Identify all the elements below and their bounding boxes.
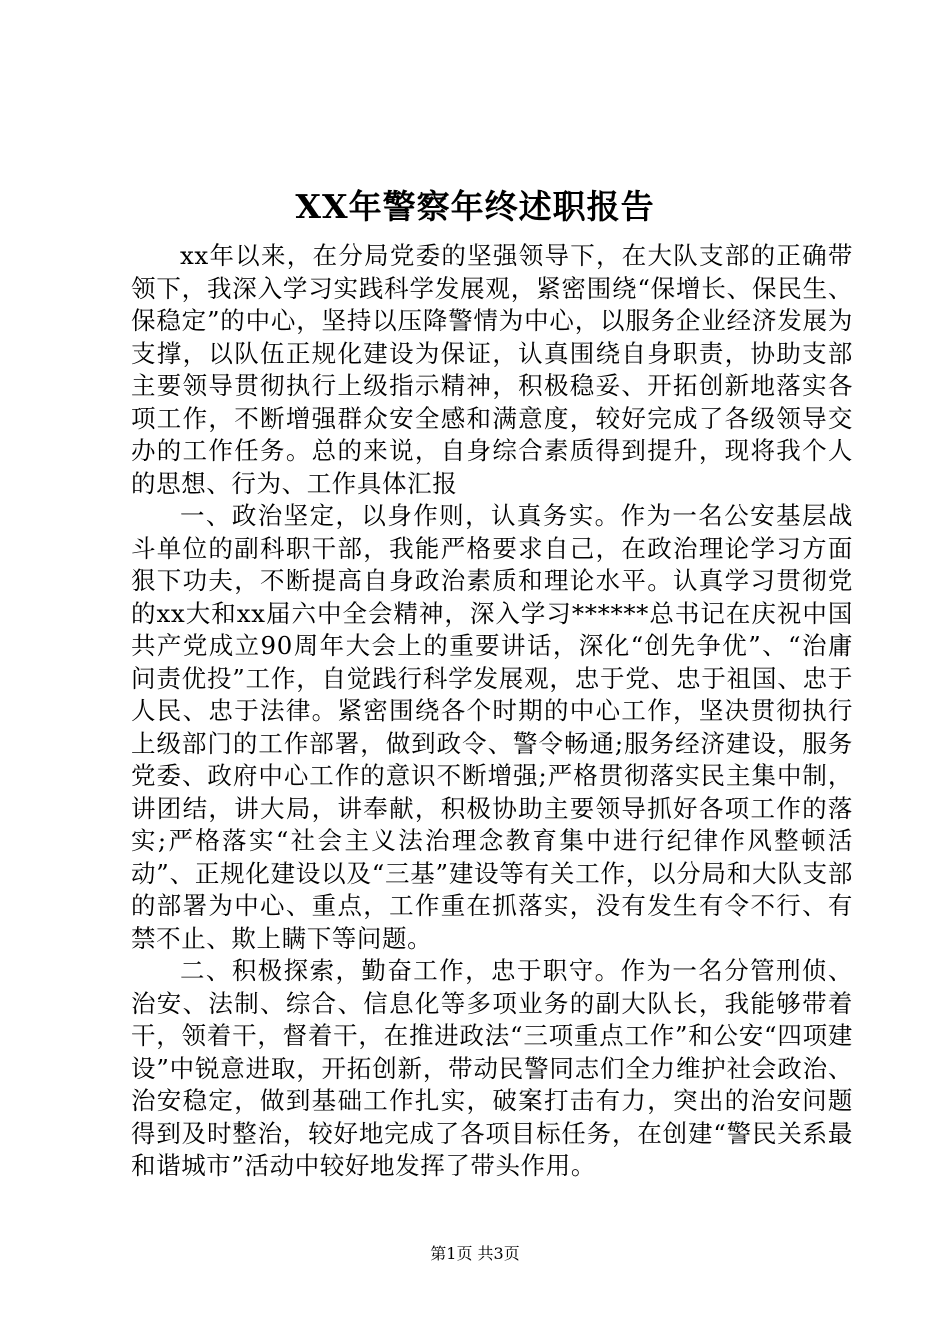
paragraph-section-two: 二、积极探索，勤奋工作，忠于职守。作为一名分管刑侦、治安、法制、综合、信息化等多项业务的副大队长，我能够带着干，领着干，督着干，在推进政法“三项重点工作”和公安“四项建设”中锐意进取，开拓创新，带动民警同志们全力维护社会政治、治安稳定，做到基础工作扎实，破案打击有力，突出的治安问题得到及时整治，较好地完成了各项目标任务，在创建“警民关系最和谐城市”活动中较好地发挥了带头作用。 xyxy=(131,956,853,1180)
document-body xyxy=(131,240,853,1183)
paragraph-intro: xx年以来，在分局党委的坚强领导下，在大队支部的正确带领下，我深入学习实践科学发展观，紧密围绕“保增长、保民生、保稳定”的中心，坚持以压降警情为中心，以服务企业经济发展为支撑，以队伍正规化建设为保证，认真围绕自身职责，协助支部主要领导贯彻执行上级指示精神，积极稳妥、开拓创新地落实各项工作，不断增强群众安全感和满意度，较好完成了各级领导交办的工作任务。总的来说，自身综合素质得到提升，现将我个人的思想、行为、工作具体汇报 xyxy=(131,241,853,498)
page-footer: 第1页 共3页 xyxy=(430,1244,520,1263)
paragraph-section-one: 一、政治坚定，以身作则，认真务实。作为一名公安基层战斗单位的副科职干部，我能严格要求自己，在政治理论学习方面狠下功夫，不断提高自身政治素质和理论水平。认真学习贯彻党的xx大和xx届六中全会精神，深入学习******总书记在庆祝中国共产党成立90周年大会上的重要讲话，深化“创先争优”、“治庸问责优投”工作，自觉践行科学发展观，忠于党、忠于祖国、忠于人民、忠于法律。紧密围绕各个时期的中心工作，坚决贯彻执行上级部门的工作部署，做到政令、警令畅通;服务经济建设，服务党委、政府中心工作的意识不断增强;严格贯彻落实民主集中制，讲团结，讲大局，讲奉献，积极协助主要领导抓好各项工作的落实;严格落实“社会主义法治理念教育集中进行纪律作风整顿活动”、正规化建设以及“三基”建设等有关工作，以分局和大队支部的部署为中心、重点，工作重在抓落实，没有发生有令不行、有禁不止、欺上瞒下等问题。 xyxy=(131,501,853,953)
document-title: XX年警察年终述职报告 xyxy=(295,187,655,226)
